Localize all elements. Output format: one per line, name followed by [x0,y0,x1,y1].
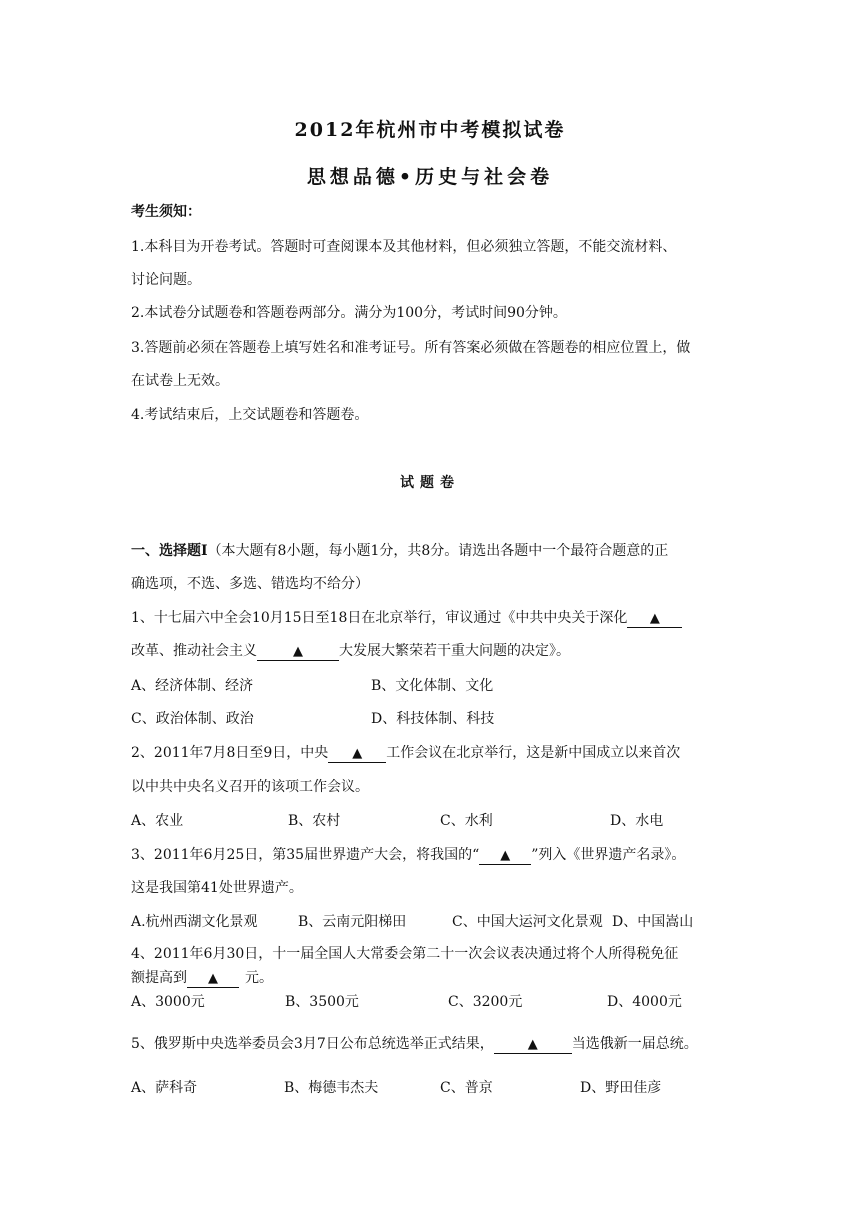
q2-line2: 以中共中央名义召开的该项工作会议。 [131,779,369,795]
q3-line2: 这是我国第41处世界遗产。 [131,880,303,896]
q4-text-a: 额提高到 [131,970,187,986]
q3-option-b: B、云南元阳梯田 [298,914,407,930]
q1-blank-1: ▲ [627,611,682,628]
notice-item-3b: 在试卷上无效。 [131,373,229,389]
exam-title: 2012年杭州市中考模拟试卷 [294,119,566,141]
q1-blank-2: ▲ [257,644,339,661]
q4-option-a: A、3000元 [131,994,205,1010]
part1-desc-b: 确选项，不选、多选、错选均不给分） [131,576,369,592]
part1-desc-a: （本大题有8小题，每小题1分，共8分。请选出各题中一个最符合题意的正 [207,543,669,559]
q5-line1 [131,1034,731,1054]
q5-text-a: 5、俄罗斯中央选举委员会3月7日公布总统选举正式结果， [131,1036,494,1052]
q2-text-b: 工作会议在北京举行，这是新中国成立以来首次 [386,745,681,761]
q3-blank: ▲ [479,848,531,865]
q2-line1 [131,743,731,763]
notice-item-1b: 讨论问题。 [131,272,201,288]
part1-instructions [131,541,731,561]
q3-option-d: D、中国嵩山 [612,914,694,930]
q3-text-b: ”列入《世界遗产名录》。 [531,847,686,863]
q4-option-d: D、4000元 [607,994,682,1010]
q1-option-a: A、经济体制、经济 [131,678,254,694]
q5-option-b: B、梅德韦杰夫 [284,1080,379,1096]
notice-heading: 考生须知： [131,204,201,220]
notice-item-4: 4.考试结束后，上交试题卷和答题卷。 [131,407,369,423]
notice-item-2: 2.本试卷分试题卷和答题卷两部分。满分为100分，考试时间90分钟。 [131,305,567,321]
q5-option-a: A、萨科奇 [131,1080,198,1096]
notice-item-1a: 1.本科目为开卷考试。答题时可查阅课本及其他材料，但必须独立答题，不能交流材料、 [131,239,677,255]
q1-option-c: C、政治体制、政治 [131,711,254,727]
q5-blank: ▲ [494,1037,572,1054]
exam-subtitle: 思想品德•历史与社会卷 [306,166,554,188]
q2-option-b: B、农村 [288,813,341,829]
q1-text-b: 改革、推动社会主义 [131,643,257,659]
q2-option-a: A、农业 [131,813,184,829]
q2-option-d: D、水电 [610,813,664,829]
q4-text-b: 元。 [245,970,273,986]
q4-blank: ▲ [187,971,239,988]
q1-text-c: 大发展大繁荣若干重大问题的决定》。 [339,643,570,659]
part1-label: 一、选择题Ⅰ [131,543,208,559]
section-heading: 试题卷 [400,475,460,491]
q5-text-b: 当选俄新一届总统。 [571,1036,698,1052]
q5-option-c: C、普京 [440,1080,493,1096]
q1-option-d: D、科技体制、科技 [371,711,495,727]
q5-option-d: D、野田佳彦 [580,1080,662,1096]
q1-line2 [131,641,731,661]
q3-option-a: A.杭州西湖文化景观 [131,914,258,930]
q4-line2 [131,968,731,988]
q3-option-c: C、中国大运河文化景观 [452,914,603,930]
q4-option-b: B、3500元 [285,994,359,1010]
q2-text-a: 2、2011年7月8日至9日，中央 [131,745,329,761]
notice-item-3a: 3.答题前必须在答题卷上填写姓名和准考证号。所有答案必须做在答题卷的相应位置上，做 [131,340,691,356]
q3-line1 [131,845,731,865]
q4-line1: 4、2011年6月30日，十一届全国人大常委会第二十一次会议表决通过将个人所得税免征 [131,946,679,962]
q1-option-b: B、文化体制、文化 [371,678,494,694]
q2-option-c: C、水利 [440,813,493,829]
q1-line1 [131,608,731,628]
q2-blank: ▲ [328,746,386,763]
q3-text-a: 3、2011年6月25日，第35届世界遗产大会，将我国的“ [131,847,480,863]
q1-text-a: 1、十七届六中全会10月15日至18日在北京举行，审议通过《中共中央关于深化 [131,610,628,626]
q4-option-c: C、3200元 [448,994,523,1010]
